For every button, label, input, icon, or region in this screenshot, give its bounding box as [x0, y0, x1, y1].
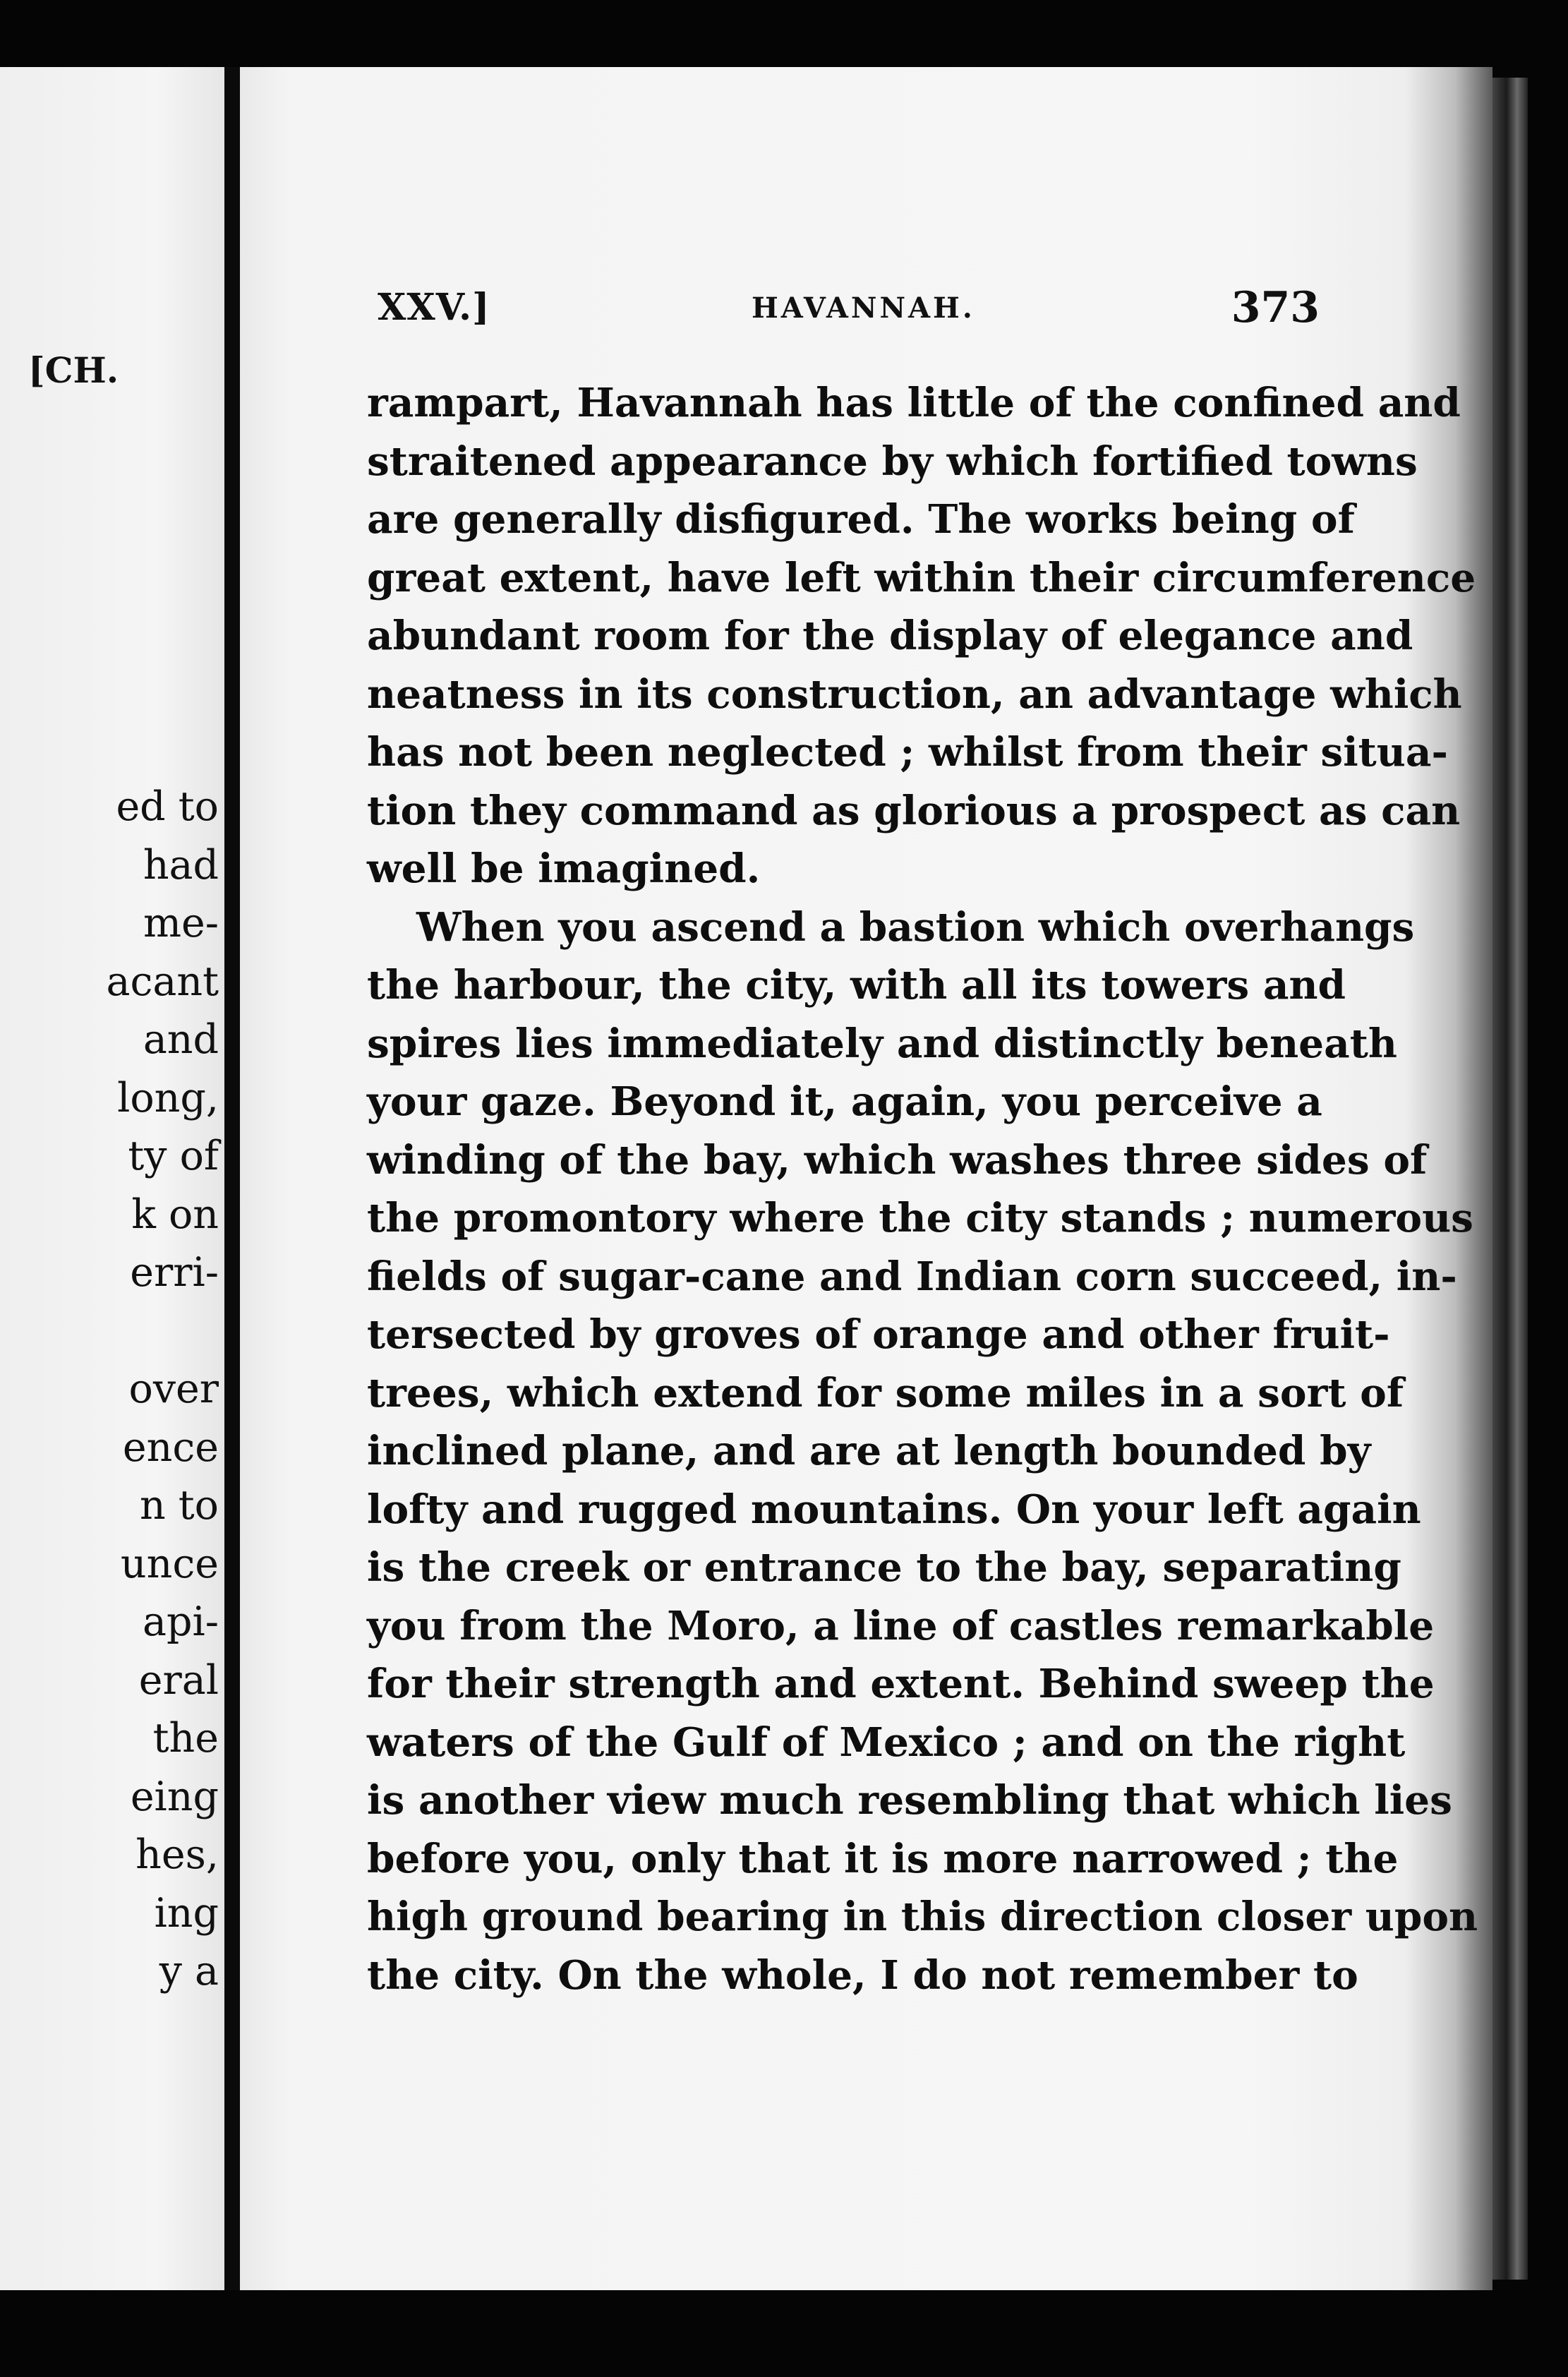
left-page-fragment: long,	[117, 1074, 219, 1121]
left-page-fragment: hes,	[135, 1831, 219, 1878]
left-page-fragment: eing	[130, 1773, 219, 1820]
left-page-fragment: ty of	[128, 1133, 219, 1179]
text-line: trees, which extend for some miles in a sort of	[367, 1369, 1404, 1416]
left-page-fragment: ed to	[116, 783, 219, 830]
text-line: are generally disfigured. The works being of	[367, 496, 1355, 543]
left-page-fragment: acant	[106, 958, 219, 1005]
text-line: neatness in its construction, an advantage which	[367, 670, 1462, 718]
text-line: high ground bearing in this direction closer upon	[367, 1894, 1478, 1940]
left-page-fragment: and	[143, 1016, 219, 1063]
text-line: great extent, have left within their circumference	[367, 554, 1476, 601]
left-page-fragment: me-	[143, 900, 219, 946]
text-line: well be imagined.	[367, 846, 761, 892]
text-line: the promontory where the city stands ; numerous	[367, 1195, 1473, 1241]
text-line: waters of the Gulf of Mexico ; and on the right	[367, 1719, 1406, 1766]
running-head	[378, 283, 1320, 335]
text-line: When you ascend a bastion which overhangs	[416, 903, 1415, 951]
text-line: you from the Moro, a line of castles remarkable	[367, 1602, 1435, 1649]
text-line: tersected by groves of orange and other fruit-	[367, 1311, 1390, 1358]
left-page-fragment: y a	[159, 1948, 219, 1994]
left-page-fragment: api-	[143, 1599, 219, 1645]
text-line: before you, only that it is more narrowed ; the	[367, 1835, 1399, 1882]
text-line: the city. On the whole, I do not remember to	[367, 1951, 1358, 1999]
text-line: has not been neglected ; whilst from their situa-	[367, 729, 1448, 776]
left-page-fragment: unce	[120, 1540, 219, 1587]
left-page-fragment: eral	[138, 1656, 219, 1704]
book-gutter	[224, 67, 240, 2290]
text-line: spires lies immediately and distinctly beneath	[367, 1020, 1397, 1067]
left-page-fragment: ence	[122, 1424, 219, 1471]
left-page-fragment: had	[143, 841, 219, 889]
text-line: winding of the bay, which washes three sides of	[367, 1136, 1428, 1184]
text-line: is another view much resembling that which lies	[367, 1777, 1452, 1824]
text-line: your gaze. Beyond it, again, you perceive a	[367, 1078, 1322, 1125]
text-line: fields of sugar-cane and Indian corn succeed, in-	[367, 1253, 1457, 1300]
text-line: lofty and rugged mountains. On your left again	[367, 1486, 1421, 1533]
text-line: abundant room for the display of elegance and	[367, 613, 1413, 659]
page-edge	[1492, 78, 1528, 2280]
text-line: straitened appearance by which fortified towns	[367, 438, 1418, 485]
text-line: is the creek or entrance to the bay, separating	[367, 1544, 1401, 1591]
text-line: the harbour, the city, with all its towers and	[367, 962, 1346, 1009]
left-page-fragment: erri-	[130, 1249, 219, 1296]
left-page-fragment: over	[128, 1366, 219, 1412]
left-page-header: [CH.	[28, 349, 119, 391]
page-number: 373	[1231, 283, 1320, 332]
body-text	[367, 374, 1478, 2004]
paragraph	[367, 898, 1478, 2005]
left-page-fragment: k on	[131, 1191, 219, 1238]
chapter-number: XXV.]	[378, 286, 490, 329]
paragraph	[367, 374, 1476, 898]
text-line: tion they command as glorious a prospect as can	[367, 787, 1461, 834]
left-facing-page	[0, 67, 224, 2290]
text-line: for their strength and extent. Behind sweep the	[367, 1661, 1435, 1707]
left-page-fragment: the	[152, 1715, 219, 1762]
text-line: rampart, Havannah has little of the confined and	[367, 380, 1461, 426]
left-page-fragment: ing	[154, 1889, 219, 1937]
left-page-fragment: n to	[139, 1482, 219, 1529]
running-title: HAVANNAH.	[752, 291, 975, 325]
text-line: inclined plane, and are at length bounded by	[367, 1428, 1371, 1474]
